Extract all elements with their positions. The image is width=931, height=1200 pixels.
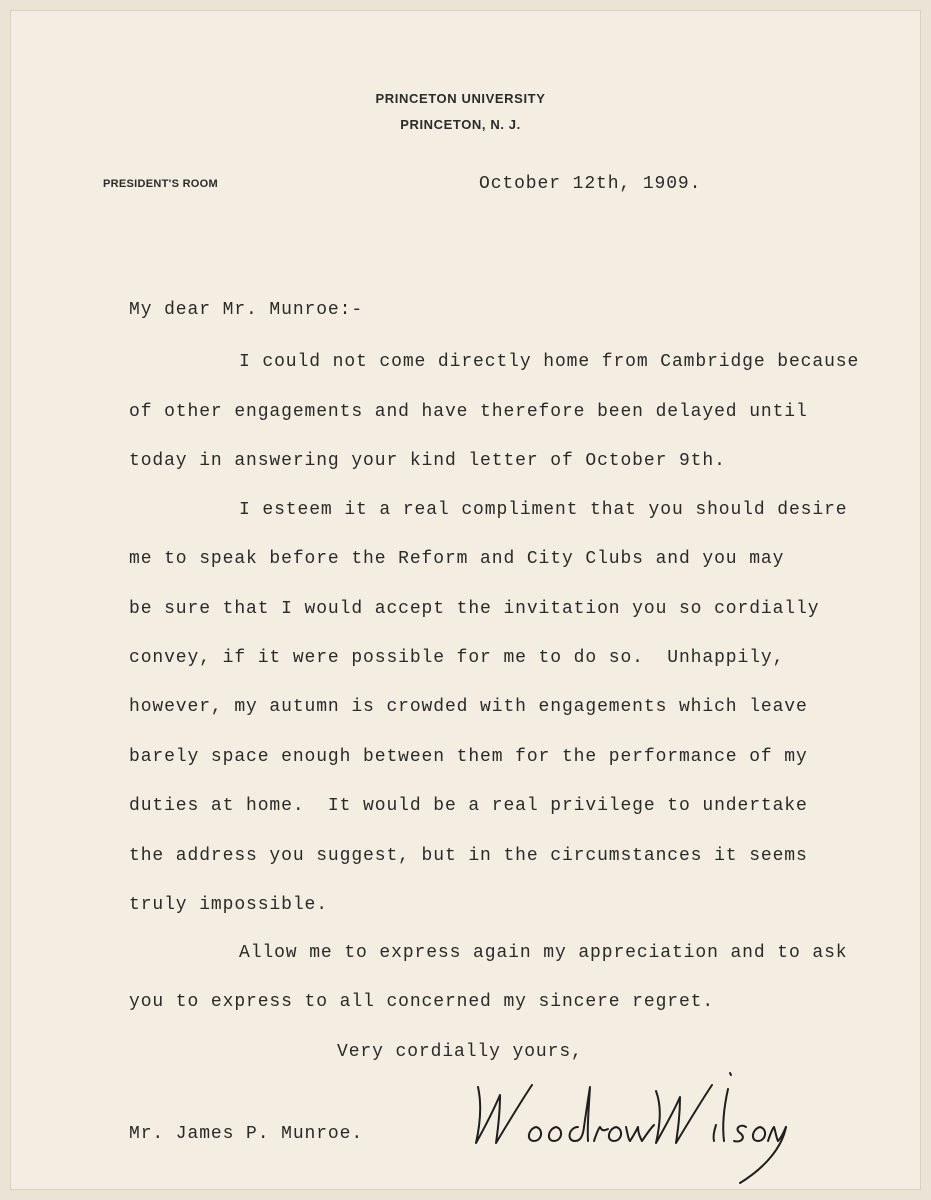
body-line: I esteem it a real compliment that you should desire — [239, 500, 848, 520]
body-line: you to express to all concerned my sincere regret. — [129, 992, 715, 1012]
salutation: My dear Mr. Munroe:- — [129, 300, 364, 320]
letterhead-location: PRINCETON, N. J. — [400, 117, 521, 132]
signature — [460, 1065, 790, 1195]
letter-sheet — [10, 10, 921, 1190]
body-line: be sure that I would accept the invitation you so cordially — [129, 599, 820, 619]
letterhead-institution: PRINCETON UNIVERSITY — [375, 91, 546, 106]
closing: Very cordially yours, — [337, 1042, 583, 1062]
letter-date: October 12th, 1909. — [479, 174, 702, 194]
body-line: however, my autumn is crowded with engagements which leave — [129, 697, 808, 717]
body-line: me to speak before the Reform and City Clubs and you may — [129, 549, 785, 569]
body-line: truly impossible. — [129, 895, 328, 915]
body-line: Allow me to express again my appreciation and to ask — [239, 943, 848, 963]
recipient: Mr. James P. Munroe. — [129, 1124, 364, 1144]
body-line: duties at home. It would be a real privilege to undertake — [129, 796, 808, 816]
body-line: I could not come directly home from Cambridge because — [239, 352, 860, 372]
body-line: barely space enough between them for the performance of my — [129, 747, 808, 767]
body-line: convey, if it were possible for me to do so. Unhappily, — [129, 648, 785, 668]
letterhead-office: PRESIDENT'S ROOM — [103, 178, 218, 190]
body-line: the address you suggest, but in the circumstances it seems — [129, 846, 808, 866]
body-line: of other engagements and have therefore been delayed until — [129, 402, 808, 422]
body-line: today in answering your kind letter of October 9th. — [129, 451, 726, 471]
